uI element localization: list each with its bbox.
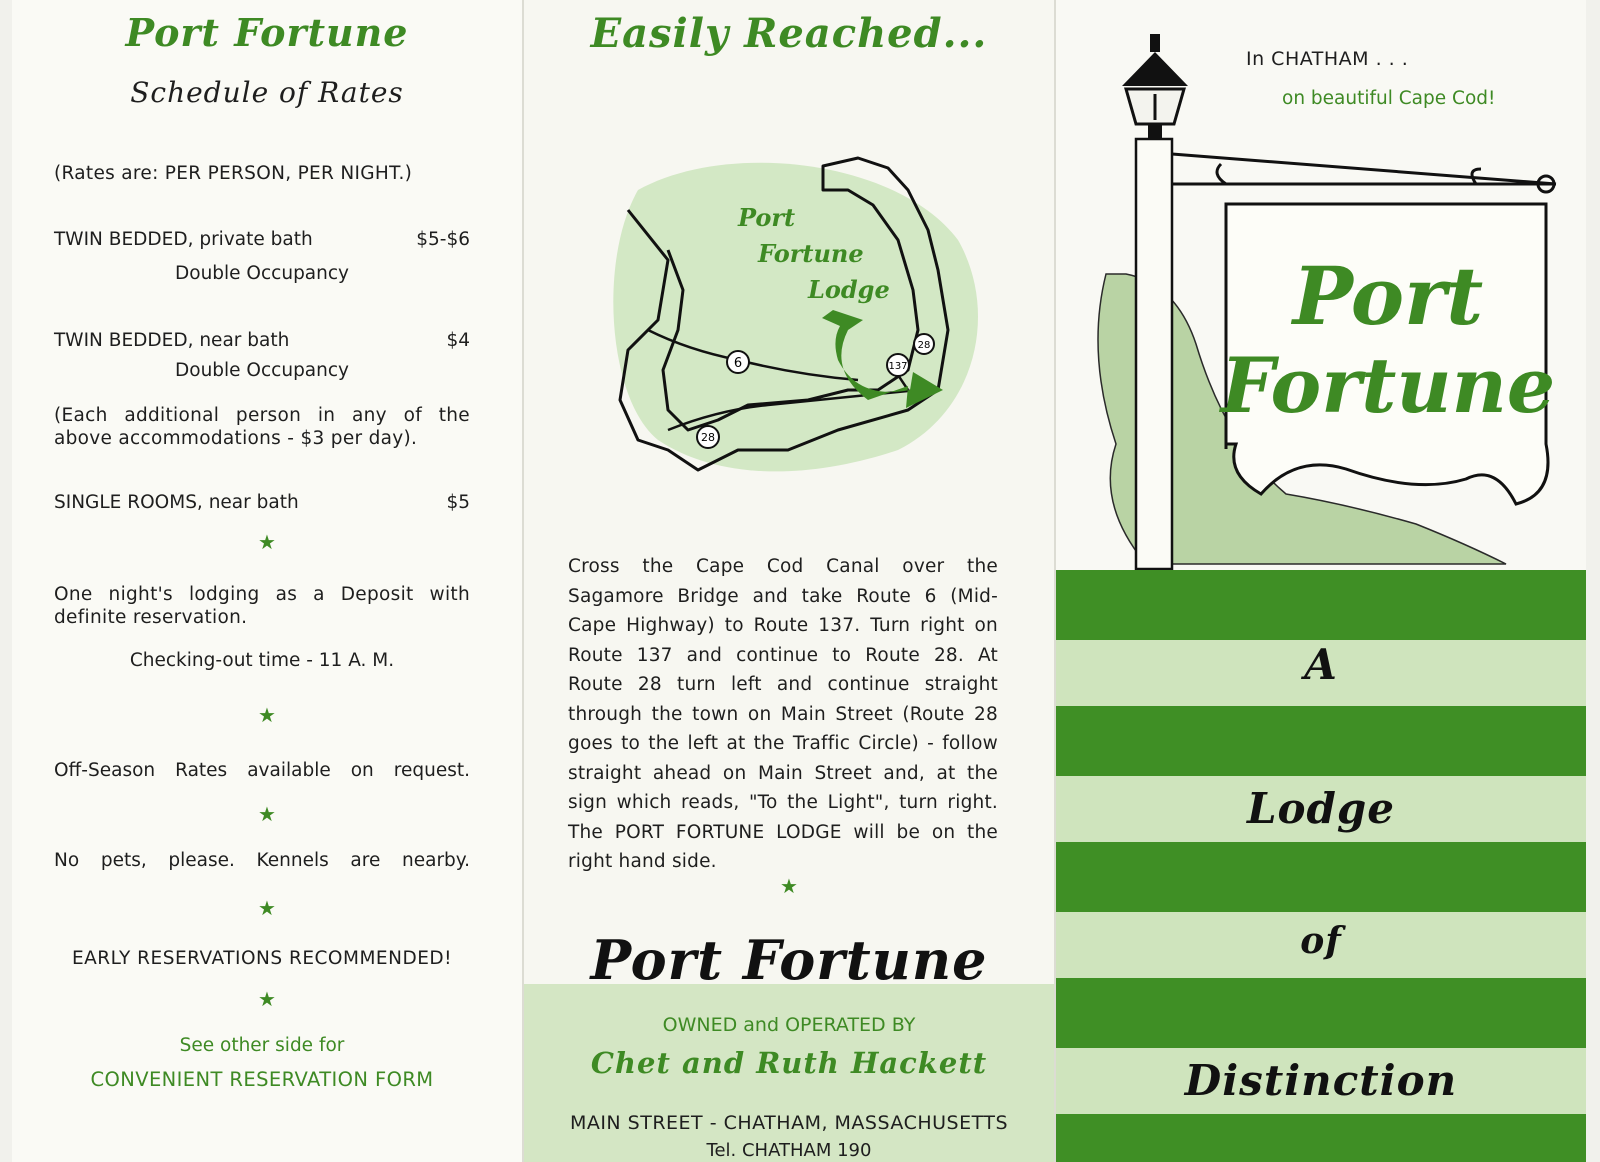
route-marker-28-west <box>697 426 719 448</box>
cover-panel <box>1056 0 1586 1162</box>
rate-row-near-bath <box>54 330 470 351</box>
rate-row-private-bath <box>54 229 470 250</box>
svg-text:6: 6 <box>733 356 743 371</box>
cape-cod-map <box>608 150 988 500</box>
owners-names: Chet and Ruth Hackett <box>590 1046 988 1080</box>
rates-note: (Rates are: PER PERSON, PER NIGHT.) <box>54 163 413 184</box>
rate-label: TWIN BEDDED, private bath <box>54 229 313 250</box>
tagline-word: A <box>1304 640 1338 689</box>
directions-heading: Easily Reached... <box>590 10 988 57</box>
pets-note: No pets, please. Kennels are nearby. <box>54 850 470 871</box>
svg-text:28: 28 <box>917 340 931 351</box>
telephone: Tel. CHATHAM 190 <box>706 1140 872 1161</box>
route-marker-6 <box>727 351 749 373</box>
rate-occupancy: Double Occupancy <box>175 263 349 284</box>
owned-operated: OWNED and OPERATED BY <box>662 1014 916 1036</box>
reservation-form-link: CONVENIENT RESERVATION FORM <box>90 1068 434 1091</box>
map-label-line: Fortune <box>758 239 864 268</box>
star-divider: ★ <box>258 802 276 826</box>
rates-panel-subtitle: Schedule of Rates <box>130 76 404 109</box>
checkout-time: Checking-out time - 11 A. M. <box>129 650 395 671</box>
rates-panel <box>12 0 522 1162</box>
address: MAIN STREET - CHATHAM, MASSACHUSETTS <box>569 1112 1009 1134</box>
tagline-word: of <box>1300 920 1342 962</box>
deposit-note: One night's lodging as a Deposit with definite reservation. <box>54 584 470 628</box>
route-marker-28-east <box>914 334 934 354</box>
rate-price: $4 <box>446 330 470 351</box>
star-divider: ★ <box>780 874 798 898</box>
rate-label: SINGLE ROOMS, near bath <box>54 492 299 513</box>
rate-label: TWIN BEDDED, near bath <box>54 330 290 351</box>
tagline-word: Distinction <box>1184 1056 1458 1105</box>
sign-bracket <box>1172 154 1556 184</box>
star-divider: ★ <box>258 703 276 727</box>
brand-name: Port Fortune <box>590 928 988 992</box>
rate-price: $5-$6 <box>416 229 470 250</box>
rate-row-single <box>54 492 470 513</box>
svg-text:28: 28 <box>701 431 715 444</box>
sign-title-line2: Fortune <box>1220 341 1556 430</box>
star-divider: ★ <box>258 896 276 920</box>
svg-text:137: 137 <box>888 361 908 372</box>
rate-price: $5 <box>446 492 470 513</box>
cape-cod-tagline: on beautiful Cape Cod! <box>1282 88 1496 109</box>
rate-occupancy: Double Occupancy <box>175 360 349 381</box>
directions-panel <box>524 0 1054 1162</box>
rates-panel-title: Port Fortune <box>125 10 409 55</box>
in-chatham: In CHATHAM . . . <box>1246 48 1409 70</box>
star-divider: ★ <box>258 987 276 1011</box>
additional-person-note: (Each additional person in any of the above accommodations - $3 per day). <box>54 405 470 449</box>
map-label-line: Port <box>738 203 796 232</box>
map-highlight-blob <box>613 163 978 472</box>
sign-post <box>1136 139 1172 569</box>
off-season-note: Off-Season Rates available on request. <box>54 760 470 781</box>
star-divider: ★ <box>258 530 276 554</box>
sign-title-line1: Port <box>1292 249 1484 343</box>
early-reservations: EARLY RESERVATIONS RECOMMENDED! <box>71 948 453 969</box>
see-other-side: See other side for <box>179 1035 345 1056</box>
lantern-icon <box>1122 34 1188 140</box>
tagline-word: Lodge <box>1246 784 1395 833</box>
map-label-line: Lodge <box>808 275 890 304</box>
directions-text: Cross the Cape Cod Canal over the Sagamore Bridge and take Route 6 (Mid-Cape Highway) to Route 137. Turn right on Route 137 and continue to Route 28. At Route 28 turn left and continue straight through the town on Main Street (Route 28 goes to the left at the Traffic Circle) - follow straight ahead on Main Street and, at the sign which reads, "To the Light", turn right. The PORT FORTUNE LODGE will be on the right hand side. <box>568 556 998 872</box>
route-marker-137 <box>887 354 909 376</box>
